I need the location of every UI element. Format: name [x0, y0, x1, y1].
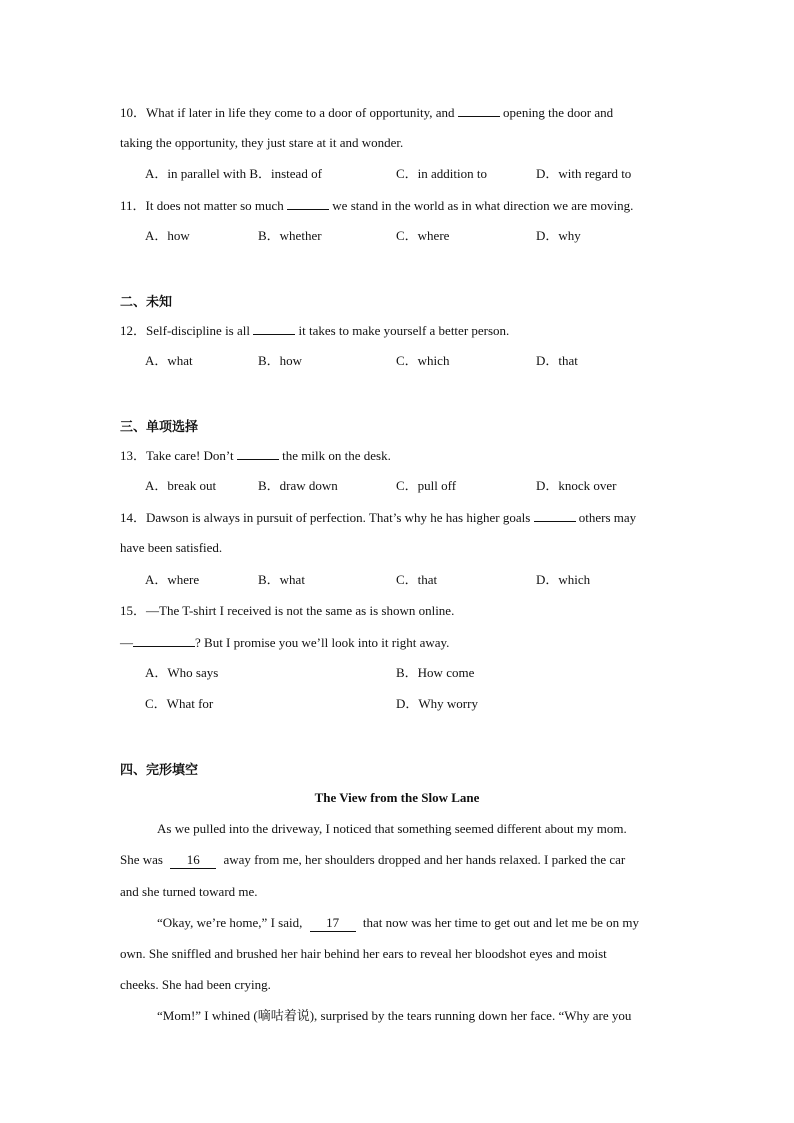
question-text: 11．It does not matter so much — [120, 198, 284, 213]
option-b: B．what — [258, 572, 305, 587]
option-d: D．which — [536, 572, 591, 587]
question-11 — [120, 197, 633, 214]
option-c: C．What for — [145, 696, 214, 711]
question-text: ? But I promise you we’ll look into it right away. — [195, 635, 450, 650]
passage-text: “Okay, we’re home,” I said, — [157, 915, 303, 930]
option-b: B．whether — [258, 228, 322, 243]
option-c: C．pull off — [396, 478, 457, 493]
option-a: A．how — [145, 228, 190, 243]
question-text: opening the door and — [503, 105, 614, 120]
question-text: we stand in the world as in what direction we are moving. — [332, 198, 634, 213]
option-b: B．draw down — [258, 478, 338, 493]
option-a: A．break out — [145, 478, 217, 493]
passage-line — [120, 852, 625, 869]
answer-blank — [458, 104, 500, 117]
passage-line — [157, 915, 639, 932]
option-c: C．where — [396, 228, 450, 243]
answer-blank — [253, 322, 295, 335]
option-d: D．knock over — [536, 478, 617, 493]
question-12 — [120, 322, 509, 339]
question-text: the milk on the desk. — [282, 448, 391, 463]
option-b: B．how — [258, 353, 303, 368]
question-15-line-1: 15．—The T-shirt I received is not the same as is shown online. — [120, 603, 455, 618]
option-b: B．How come — [396, 665, 475, 680]
option-d: D．with regard to — [536, 166, 632, 181]
passage-title: The View from the Slow Lane — [314, 790, 480, 805]
question-text: 10．What if later in life they come to a door of opportunity, and — [120, 105, 455, 120]
option-a: A．where — [145, 572, 200, 587]
question-15-line-2 — [120, 634, 449, 651]
option-a: A．what — [145, 353, 193, 368]
passage-line: and she turned toward me. — [120, 884, 258, 899]
question-text: others may — [578, 510, 637, 525]
question-13 — [120, 447, 391, 464]
cloze-blank-16: 16 — [170, 852, 216, 869]
cloze-blank-17: 17 — [310, 915, 356, 932]
question-10-line-1 — [120, 104, 613, 121]
question-14-line-1 — [120, 509, 636, 526]
answer-blank — [133, 634, 195, 647]
passage-line: own. She sniffled and brushed her hair behind her ears to reveal her bloodshot eyes and moist — [120, 946, 607, 961]
option-d: D．that — [536, 353, 578, 368]
question-text: 12．Self-discipline is all — [120, 323, 250, 338]
passage-text: away from me, her shoulders dropped and her hands relaxed. I parked the car — [223, 852, 626, 867]
passage-line: cheeks. She had been crying. — [120, 977, 271, 992]
option-a: A．Who says — [145, 665, 219, 680]
option-d: D．why — [536, 228, 581, 243]
question-text: 14．Dawson is always in pursuit of perfection. That’s why he has higher goals — [120, 510, 531, 525]
section-heading: 四、完形填空 — [120, 763, 199, 778]
option-c: C．which — [396, 353, 450, 368]
section-heading: 三、单项选择 — [120, 420, 199, 435]
passage-line: “Mom!” I whined (嘀咕着说), surprised by the tears running down her face. “Why are you — [157, 1008, 632, 1023]
option-c: C．in addition to — [396, 166, 488, 181]
answer-blank — [287, 197, 329, 210]
option-c: C．that — [396, 572, 438, 587]
passage-text: that now was her time to get out and let me be on my — [362, 915, 640, 930]
passage-text: She was — [120, 852, 163, 867]
question-14-line-2: have been satisfied. — [120, 540, 223, 555]
section-heading: 二、未知 — [120, 295, 173, 310]
question-text: 13．Take care! Don’t — [120, 448, 234, 463]
question-text: — — [120, 635, 133, 650]
answer-blank — [534, 509, 576, 522]
option-a: A．in parallel with B．instead of — [145, 166, 322, 181]
question-text: it takes to make yourself a better person. — [298, 323, 510, 338]
question-10-line-2: taking the opportunity, they just stare at it and wonder. — [120, 135, 404, 150]
passage-line: As we pulled into the driveway, I noticed that something seemed different about my mom. — [157, 821, 627, 836]
answer-blank — [237, 447, 279, 460]
option-d: D．Why worry — [396, 696, 478, 711]
